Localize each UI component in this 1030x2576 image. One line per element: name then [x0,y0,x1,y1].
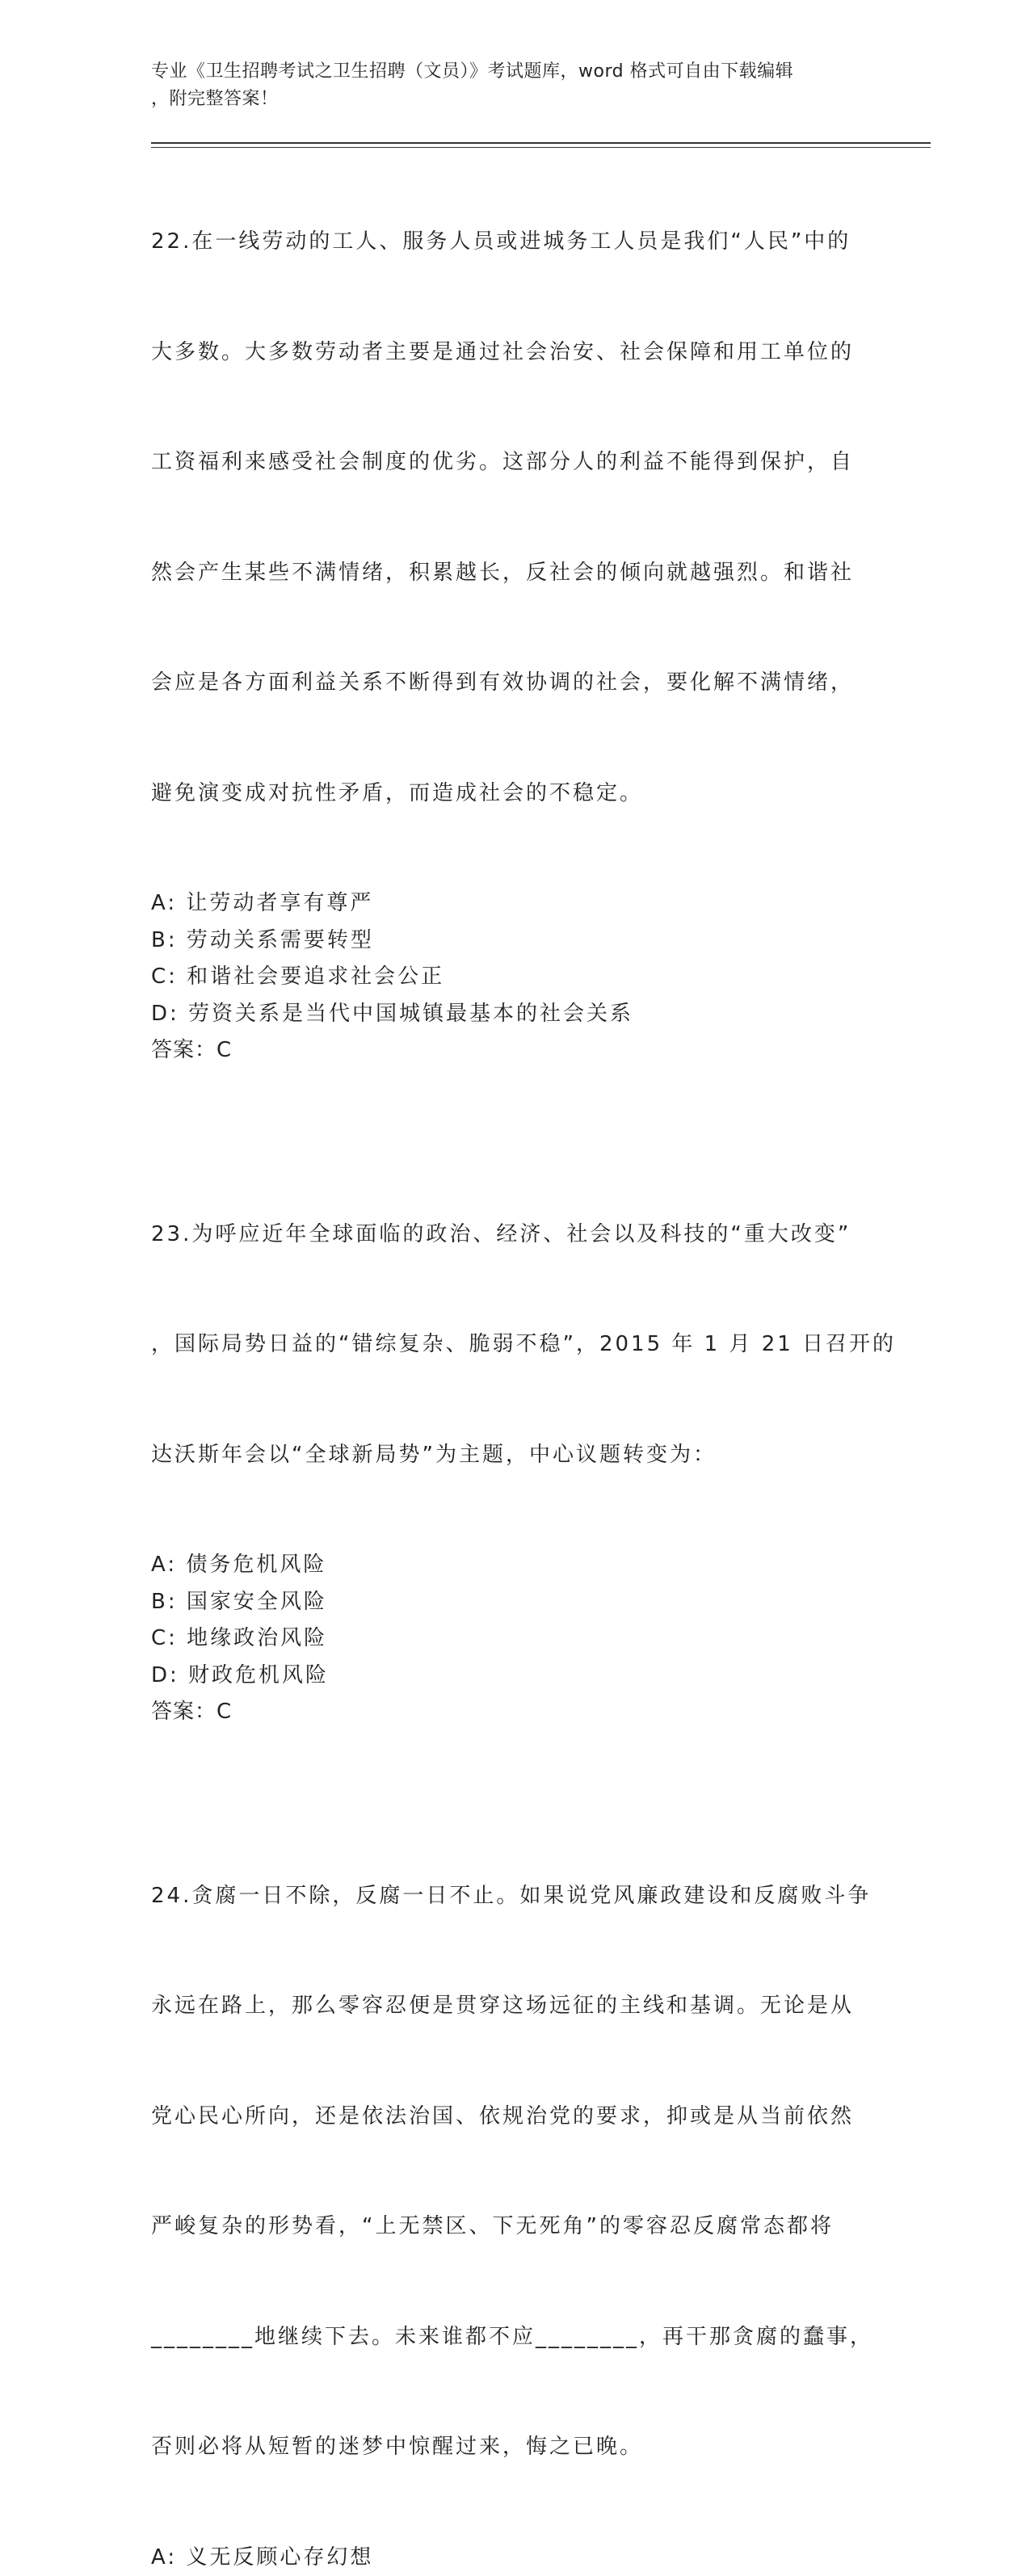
question-text-line: 23.为呼应近年全球面临的政治、经济、社会以及科技的“重大改变” [151,1217,878,1254]
question-text-line: 永远在路上，那么零容忍便是贯穿这场远征的主线和基调。无论是从 [151,1988,878,2025]
answer-label: 答案：C [151,1694,878,1731]
question-text-line: 然会产生某些不满情绪，积累越长，反社会的倾向就越强烈。和谐社 [151,555,878,592]
question-23 [151,1143,878,1731]
header-divider-thick [151,142,931,144]
question-text-line: 大多数。大多数劳动者主要是通过社会治安、社会保障和用工单位的 [151,334,878,372]
question-text [151,1143,878,1548]
question-text-line: 严峻复杂的形势看，“上无禁区、下无死角”的零容忍反腐常态都将 [151,2208,878,2246]
question-22 [151,150,878,1069]
question-text-line: 党心民心所向，还是依法治国、依规治党的要求，抑或是从当前依然 [151,2099,878,2136]
question-text-line: 达沃斯年会以“全球新局势”为主题，中心议题转变为： [151,1437,878,1474]
option-a: A: 让劳动者享有尊严 [151,885,878,922]
header-divider-thin [151,147,931,148]
question-text-line: 会应是各方面利益关系不断得到有效协调的社会，要化解不满情绪， [151,665,878,702]
option-c: C: 和谐社会要追求社会公正 [151,959,878,996]
question-list [151,150,878,2576]
answer-label: 答案：C [151,1032,878,1069]
question-spacer [151,1069,878,1143]
question-text [151,1805,878,2540]
option-d: D: 劳资关系是当代中国城镇最基本的社会关系 [151,996,878,1033]
question-text-line: 22.在一线劳动的工人、服务人员或进城务工人员是我们“人民”中的 [151,224,878,261]
question-text-line: 避免演变成对抗性矛盾，而造成社会的不稳定。 [151,775,878,813]
question-text-line: 否则必将从短暂的迷梦中惊醒过来，悔之已晚。 [151,2429,878,2466]
question-text-line: 工资福利来感受社会制度的优劣。这部分人的利益不能得到保护，自 [151,444,878,481]
option-b: B: 劳动关系需要转型 [151,922,878,960]
question-text-line: ________地继续下去。未来谁都不应________，再干那贪腐的蠢事， [151,2319,878,2356]
question-24 [151,1805,878,2576]
option-a: A: 义无反顾心存幻想 [151,2540,878,2576]
question-text-line: ，国际局势日益的“错综复杂、脆弱不稳”，2015 年 1 月 21 日召开的 [151,1326,878,1364]
question-text [151,150,878,885]
header-line-1: 专业《卫生招聘考试之卫生招聘（文员）》考试题库，word 格式可自由下载编辑 [151,58,878,86]
question-text-line: 24.贪腐一日不除，反腐一日不止。如果说党风廉政建设和反腐败斗争 [151,1878,878,1915]
option-d: D: 财政危机风险 [151,1658,878,1695]
option-b: B: 国家安全风险 [151,1584,878,1621]
option-a: A: 债务危机风险 [151,1547,878,1584]
question-spacer [151,1731,878,1805]
option-c: C: 地缘政治风险 [151,1620,878,1658]
document-header [151,58,878,113]
header-line-2: ，附完整答案！ [151,86,878,113]
